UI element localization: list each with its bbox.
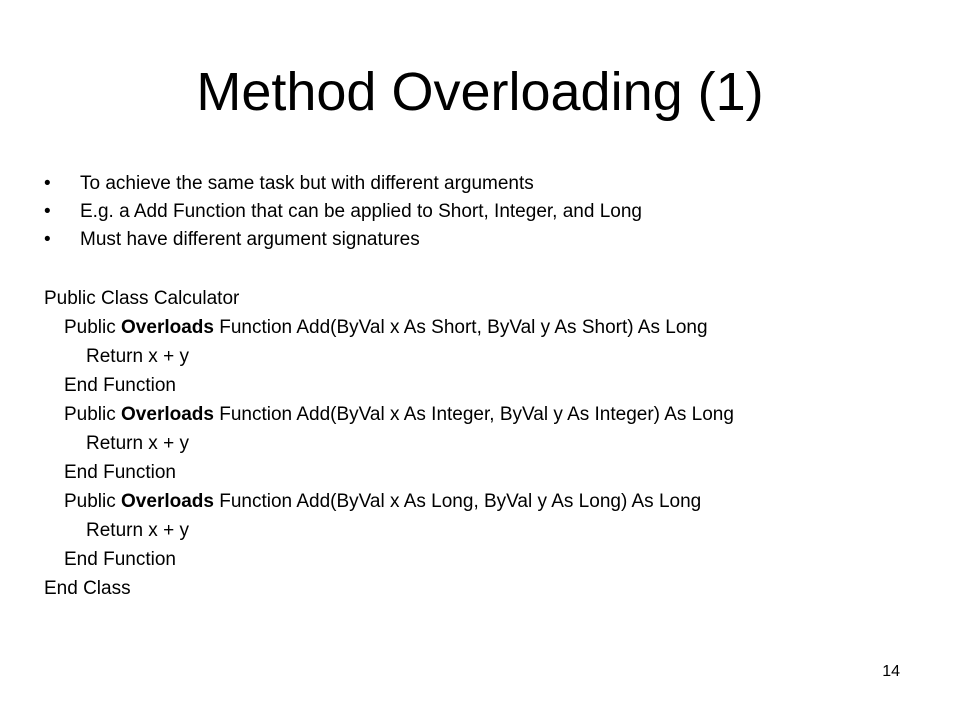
code-method-body: Return x + y bbox=[86, 433, 189, 454]
bullet-marker: • bbox=[44, 201, 51, 222]
code-method-signature bbox=[44, 487, 944, 516]
bullet-marker: • bbox=[44, 229, 51, 250]
bullet-marker: • bbox=[44, 173, 51, 194]
bullet-item bbox=[44, 198, 924, 226]
code-method-signature bbox=[44, 313, 944, 342]
code-method-end: End Function bbox=[64, 462, 176, 483]
slide-title: Method Overloading (1) bbox=[196, 62, 764, 122]
code-class-declaration: Public Class Calculator bbox=[44, 288, 240, 309]
bullet-item bbox=[44, 226, 924, 254]
bullet-text: Must have different argument signatures bbox=[80, 229, 420, 250]
code-method-end: End Function bbox=[64, 549, 176, 570]
code-method-suffix: Function Add(ByVal x As Short, ByVal y As Short) As Long bbox=[213, 317, 708, 338]
code-method-suffix: Function Add(ByVal x As Integer, ByVal y As Integer) As Long bbox=[213, 404, 734, 425]
bullet-text: To achieve the same task but with different arguments bbox=[80, 173, 534, 194]
code-class-end: End Class bbox=[44, 578, 131, 599]
code-keyword-overloads: Overloads bbox=[121, 317, 214, 338]
code-method-body: Return x + y bbox=[86, 346, 189, 367]
code-method-suffix: Function Add(ByVal x As Long, ByVal y As Long) As Long bbox=[213, 491, 702, 512]
code-method-prefix: Public bbox=[64, 491, 122, 512]
bullet-text: E.g. a Add Function that can be applied to Short, Integer, and Long bbox=[80, 201, 642, 222]
code-method-body: Return x + y bbox=[86, 520, 189, 541]
code-keyword-overloads: Overloads bbox=[121, 404, 214, 425]
code-method-prefix: Public bbox=[64, 317, 122, 338]
page-number: 14 bbox=[882, 663, 900, 680]
code-method-signature bbox=[44, 400, 944, 429]
code-keyword-overloads: Overloads bbox=[121, 491, 214, 512]
bullet-item bbox=[44, 170, 924, 198]
bullet-list bbox=[44, 170, 924, 254]
code-method-end: End Function bbox=[64, 375, 176, 396]
code-method-prefix: Public bbox=[64, 404, 122, 425]
code-block bbox=[44, 284, 944, 603]
